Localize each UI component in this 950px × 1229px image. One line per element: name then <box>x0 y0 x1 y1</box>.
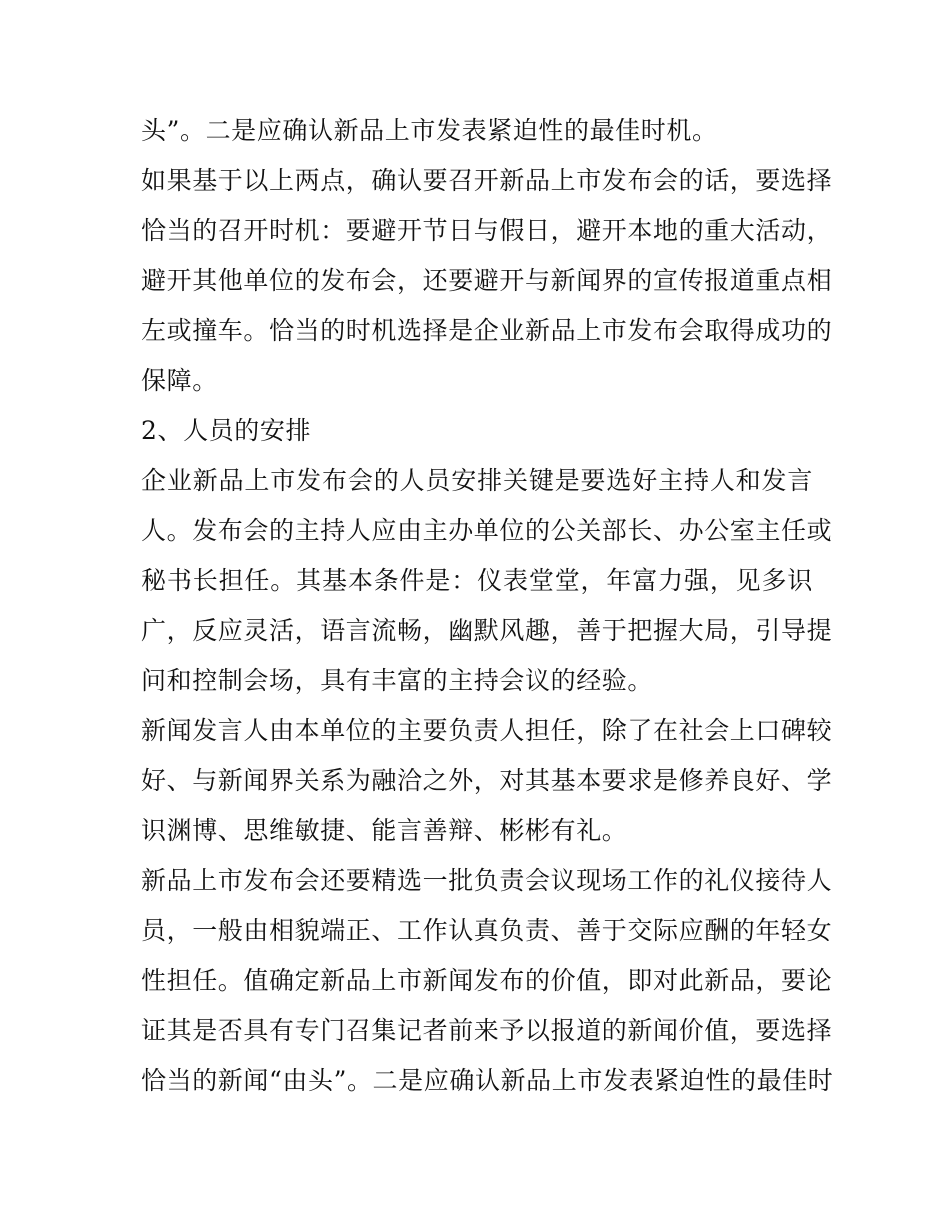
text-line: 头”。二是应确认新品上市发表紧迫性的最佳时机。 <box>141 116 718 145</box>
text-line: 员，一般由相貌端正、工作认真负责、善于交际应酬的年轻女 <box>141 916 833 945</box>
text-line: 识渊博、思维敏捷、能言善辩、彬彬有礼。 <box>141 816 628 845</box>
text-line: 性担任。值确定新品上市新闻发布的价值，即对此新品，要论 <box>141 966 833 995</box>
text-line: 好、与新闻界关系为融洽之外，对其基本要求是修养良好、学 <box>141 766 833 795</box>
text-line: 恰当的召开时机：要避开节日与假日，避开本地的重大活动， <box>141 216 833 245</box>
text-line: 广，反应灵活，语言流畅，幽默风趣，善于把握大局，引导提 <box>141 616 833 645</box>
text-line: 秘书长担任。其基本条件是：仪表堂堂，年富力强，见多识 <box>141 566 813 595</box>
text-line: 人。发布会的主持人应由主办单位的公关部长、办公室主任或 <box>141 516 833 545</box>
document-page <box>141 106 834 1106</box>
text-line: 新品上市发布会还要精选一批负责会议现场工作的礼仪接待人 <box>141 866 833 895</box>
text-line: 证其是否具有专门召集记者前来予以报道的新闻价值，要选择 <box>141 1016 833 1045</box>
text-line: 新闻发言人由本单位的主要负责人担任，除了在社会上口碑较 <box>141 716 833 745</box>
text-line: 企业新品上市发布会的人员安排关键是要选好主持人和发言 <box>141 466 813 495</box>
section-heading: 2、人员的安排 <box>141 416 312 445</box>
text-line: 恰当的新闻“由头”。二是应确认新品上市发表紧迫性的最佳时 <box>141 1066 834 1095</box>
text-line: 如果基于以上两点，确认要召开新品上市发布会的话，要选择 <box>141 166 833 195</box>
text-line: 保障。 <box>141 366 218 395</box>
text-line: 左或撞车。恰当的时机选择是企业新品上市发布会取得成功的 <box>141 316 833 345</box>
text-line: 避开其他单位的发布会，还要避开与新闻界的宣传报道重点相 <box>141 266 833 295</box>
text-line: 问和控制会场，具有丰富的主持会议的经验。 <box>141 666 654 695</box>
